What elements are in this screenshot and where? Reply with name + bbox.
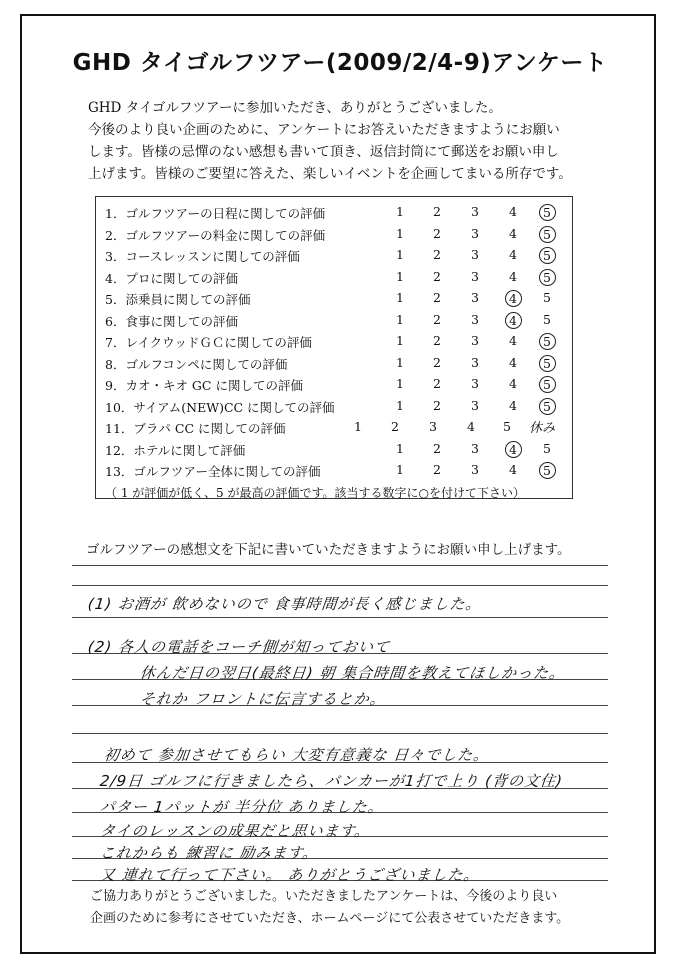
rating-option-value: 3 xyxy=(471,204,479,219)
rating-option-value: 3 xyxy=(471,354,479,370)
intro-line: 上げます。皆様のご要望に答えた、楽しいイベントを企画してまいる所存です。 xyxy=(88,166,572,182)
rating-question-label: 2．ゴルフツアーの料金に関しての評価 xyxy=(105,227,326,243)
rating-option[interactable] xyxy=(390,312,410,327)
rating-option[interactable] xyxy=(537,355,557,372)
rating-option-value: 2 xyxy=(433,311,441,327)
rating-option[interactable] xyxy=(465,462,485,477)
rating-question-label: 1．ゴルフツアーの日程に関しての評価 xyxy=(105,206,326,221)
handwritten-comment: これからも 練習に 励みます。 xyxy=(99,844,320,862)
survey-footer xyxy=(90,886,620,930)
rating-option[interactable] xyxy=(427,398,447,413)
rating-question-label: 10．サイアム(NEW)CC に関しての評価 xyxy=(105,399,335,415)
rating-option-value: 5 xyxy=(543,440,551,456)
rating-option[interactable] xyxy=(390,204,410,219)
rating-option[interactable] xyxy=(390,376,410,391)
rating-option[interactable] xyxy=(537,204,557,221)
rating-option[interactable] xyxy=(465,398,485,413)
rating-option[interactable] xyxy=(503,333,523,348)
ruled-line xyxy=(72,733,608,734)
rating-option-value: 4 xyxy=(509,225,517,241)
rating-option-value: 1 xyxy=(396,247,404,262)
rating-row xyxy=(105,269,575,289)
rating-option-value: 5 xyxy=(539,226,556,243)
rating-option[interactable] xyxy=(503,226,523,241)
rating-option[interactable] xyxy=(465,247,485,262)
rating-option[interactable] xyxy=(503,247,523,262)
rating-option-value: 5 xyxy=(539,333,556,350)
rating-option[interactable] xyxy=(465,441,485,456)
rating-option[interactable] xyxy=(503,462,523,477)
rating-option[interactable] xyxy=(427,269,447,284)
rating-option[interactable] xyxy=(465,226,485,241)
rating-option-value: 5 xyxy=(539,204,556,221)
rating-option-value: 4 xyxy=(467,419,475,434)
rating-option[interactable] xyxy=(537,312,557,327)
rating-option[interactable] xyxy=(461,419,481,434)
rating-option-value: 4 xyxy=(505,441,522,458)
rating-row xyxy=(105,333,575,353)
rating-option-value: 3 xyxy=(471,311,479,327)
rating-question-label: 11．ブラパ CC に関しての評価 xyxy=(105,421,286,436)
rating-option[interactable] xyxy=(537,441,557,456)
rating-option[interactable] xyxy=(390,226,410,241)
rating-option[interactable] xyxy=(390,441,410,456)
rating-option-value: 5 xyxy=(539,355,556,372)
rating-row xyxy=(105,312,575,332)
comment-prompt: ゴルフツアーの感想文を下記に書いていただきますようにお願い申し上げます。 xyxy=(86,542,571,558)
rating-question-label: 7．レイクウッドＧＣに関しての評価 xyxy=(105,335,312,350)
rating-option-value: 2 xyxy=(433,268,441,284)
rating-row xyxy=(105,204,575,224)
rating-option-value: 5 xyxy=(539,247,556,264)
rating-option-value: 2 xyxy=(433,225,441,241)
rating-option-value: 3 xyxy=(429,419,437,434)
handwritten-comment: タイのレッスンの成果だと思います。 xyxy=(99,822,372,840)
intro-line: 今後のより良い企画のために、アンケートにお答えいただきますようにお願い xyxy=(88,122,560,138)
rating-option-value: 1 xyxy=(396,376,404,391)
rating-option-value: 2 xyxy=(433,376,441,391)
ruled-line xyxy=(72,617,608,618)
rating-option-value: 1 xyxy=(396,440,404,456)
handwritten-comment: パター 1パットが 半分位 ありました。 xyxy=(99,798,385,816)
rating-option-value: 2 xyxy=(433,333,441,348)
rating-row xyxy=(105,247,575,267)
rating-option[interactable] xyxy=(465,312,485,327)
rating-question-label: 13．ゴルフツアー全体に関しての評価 xyxy=(105,464,321,479)
rating-option[interactable] xyxy=(537,462,557,479)
rating-option-value: 1 xyxy=(396,354,404,370)
rating-option-value: 3 xyxy=(471,376,479,391)
rating-question-label: 12．ホテルに関して評価 xyxy=(105,442,246,458)
rating-option[interactable] xyxy=(390,269,410,284)
rating-option[interactable] xyxy=(423,419,443,434)
rating-option-value: 1 xyxy=(396,204,404,219)
rating-option-value: 2 xyxy=(433,354,441,370)
rating-option[interactable] xyxy=(537,269,557,286)
rating-row xyxy=(105,355,575,375)
rating-option-value: 1 xyxy=(354,419,362,434)
rating-option-value: 4 xyxy=(509,354,517,370)
rating-row xyxy=(105,290,575,310)
rating-option[interactable] xyxy=(537,398,557,415)
intro-line: GHD タイゴルフツアーに参加いただき、ありがとうございました。 xyxy=(88,100,502,116)
rating-question-label: 6．食事に関しての評価 xyxy=(105,313,238,329)
rating-row xyxy=(105,226,575,246)
rating-row xyxy=(105,376,575,396)
rating-option[interactable] xyxy=(427,462,447,477)
rating-option[interactable] xyxy=(465,355,485,370)
rating-question-label: 3．コースレッスンに関しての評価 xyxy=(105,249,300,264)
rating-option[interactable] xyxy=(537,226,557,243)
rating-option[interactable] xyxy=(503,269,523,284)
rating-option-value: 3 xyxy=(471,225,479,241)
rating-option-value: 4 xyxy=(509,247,517,262)
rating-option-value: 3 xyxy=(471,397,479,413)
rating-option[interactable] xyxy=(390,290,410,305)
rating-option[interactable] xyxy=(503,376,523,391)
rating-option-value: 5 xyxy=(543,311,551,327)
rating-option[interactable] xyxy=(385,419,405,434)
survey-intro xyxy=(88,97,608,185)
handwritten-comment: 2/9日 ゴルフに行きましたら、バンカーが1打で上り (背の文住) xyxy=(99,772,564,790)
rating-option-value: 4 xyxy=(505,290,522,307)
rating-option[interactable] xyxy=(427,226,447,241)
rating-option[interactable] xyxy=(390,333,410,348)
rating-option[interactable] xyxy=(503,204,523,219)
handwritten-rating-note: 休み xyxy=(529,421,556,436)
rating-option[interactable] xyxy=(465,204,485,219)
rating-option[interactable] xyxy=(537,290,557,305)
rating-option-value: 2 xyxy=(433,247,441,262)
handwritten-comment: 初めて 参加させてもらい 大変有意義な 日々でした。 xyxy=(103,746,491,764)
rating-option-value: 2 xyxy=(433,462,441,477)
handwritten-comment: (1) お酒が 飲めないので 食事時間が長く感じました。 xyxy=(87,595,483,613)
rating-option-value: 5 xyxy=(539,462,556,479)
rating-option-value: 1 xyxy=(396,311,404,327)
rating-row xyxy=(105,419,575,439)
rating-option[interactable] xyxy=(390,398,410,413)
rating-option-value: 5 xyxy=(543,290,551,305)
survey-title: GHD タイゴルフツアー(2009/2/4-9)アンケート xyxy=(72,50,608,76)
rating-question-label: 8．ゴルフコンペに関しての評価 xyxy=(105,356,288,372)
rating-option-value: 5 xyxy=(539,269,556,286)
intro-line: します。皆様の忌憚のない感想も書いて頂き、返信封筒にて郵送をお願い申し xyxy=(88,144,559,160)
rating-row xyxy=(105,462,575,482)
rating-option[interactable] xyxy=(503,355,523,370)
rating-option[interactable] xyxy=(537,333,557,350)
rating-option-value: 4 xyxy=(509,397,517,413)
rating-option-value: 2 xyxy=(433,290,441,305)
rating-option-value: 5 xyxy=(539,376,556,393)
rating-option[interactable] xyxy=(427,290,447,305)
rating-option-value: 3 xyxy=(471,268,479,284)
rating-option-value: 4 xyxy=(509,268,517,284)
rating-option-value: 2 xyxy=(433,204,441,219)
rating-option-value: 1 xyxy=(396,397,404,413)
rating-row xyxy=(105,441,575,461)
rating-option-value: 3 xyxy=(471,290,479,305)
rating-option[interactable] xyxy=(348,419,368,434)
footer-line: 企画のために参考にさせていただき、ホームページにて公表させていただきます。 xyxy=(90,911,570,926)
rating-option-value: 1 xyxy=(396,290,404,305)
ruled-line xyxy=(72,565,608,566)
footer-line: ご協力ありがとうございました。いただきましたアンケートは、今後のより良い xyxy=(90,889,558,904)
rating-option-value: 4 xyxy=(505,312,522,329)
rating-option-value: 3 xyxy=(471,247,479,262)
rating-option-value: 2 xyxy=(433,397,441,413)
rating-option-value: 5 xyxy=(503,419,511,434)
rating-option-value: 3 xyxy=(471,462,479,477)
rating-option[interactable] xyxy=(390,247,410,262)
rating-option[interactable] xyxy=(503,290,523,307)
rating-option[interactable] xyxy=(427,441,447,456)
rating-option[interactable] xyxy=(465,269,485,284)
rating-option[interactable] xyxy=(465,290,485,305)
rating-option[interactable] xyxy=(497,419,517,434)
rating-option[interactable] xyxy=(427,312,447,327)
rating-question-label: 5．添乗員に関しての評価 xyxy=(105,292,251,307)
handwritten-comment: 休んだ日の翌日(最終日) 朝 集合時間を教えてほしかった。 xyxy=(139,664,567,682)
rating-question-label: 4．プロに関しての評価 xyxy=(105,270,238,286)
handwritten-comment: 又 連れて行って下さい。 ありがとうございました。 xyxy=(99,866,481,884)
rating-option-value: 5 xyxy=(539,398,556,415)
rating-option-value: 3 xyxy=(471,440,479,456)
rating-option[interactable] xyxy=(503,398,523,413)
rating-question-label: 9．カオ・キオ GC に関しての評価 xyxy=(105,378,303,393)
rating-option-value: 4 xyxy=(509,462,517,477)
rating-row xyxy=(105,398,575,418)
rating-option-value: 4 xyxy=(509,333,517,348)
rating-option[interactable] xyxy=(465,333,485,348)
rating-option-value: 1 xyxy=(396,225,404,241)
rating-option[interactable] xyxy=(537,376,557,393)
rating-option[interactable] xyxy=(537,247,557,264)
rating-option[interactable] xyxy=(503,441,523,458)
rating-option-value: 1 xyxy=(396,333,404,348)
rating-option[interactable] xyxy=(427,376,447,391)
rating-option[interactable] xyxy=(427,247,447,262)
handwritten-comment: (2) 各人の電話をコーチ側が知っておいて xyxy=(87,638,391,656)
rating-option-value: 2 xyxy=(433,440,441,456)
rating-option-value: 1 xyxy=(396,268,404,284)
rating-option[interactable] xyxy=(427,204,447,219)
rating-option[interactable] xyxy=(427,355,447,370)
rating-option[interactable] xyxy=(427,333,447,348)
ruled-line xyxy=(72,585,608,586)
rating-option[interactable] xyxy=(503,312,523,329)
rating-option-value: 4 xyxy=(509,204,517,219)
rating-option[interactable] xyxy=(390,462,410,477)
rating-option-value: 1 xyxy=(396,462,404,477)
rating-option[interactable] xyxy=(390,355,410,370)
rating-option-value: 3 xyxy=(471,333,479,348)
rating-note: （ 1 が評価が低く、5 が最高の評価です。該当する数字に○を付けて下さい） xyxy=(105,486,525,500)
rating-option-value: 4 xyxy=(509,376,517,391)
rating-option[interactable] xyxy=(465,376,485,391)
rating-option-value: 2 xyxy=(391,419,399,434)
handwritten-comment: それか フロントに伝言するとか。 xyxy=(139,690,387,708)
